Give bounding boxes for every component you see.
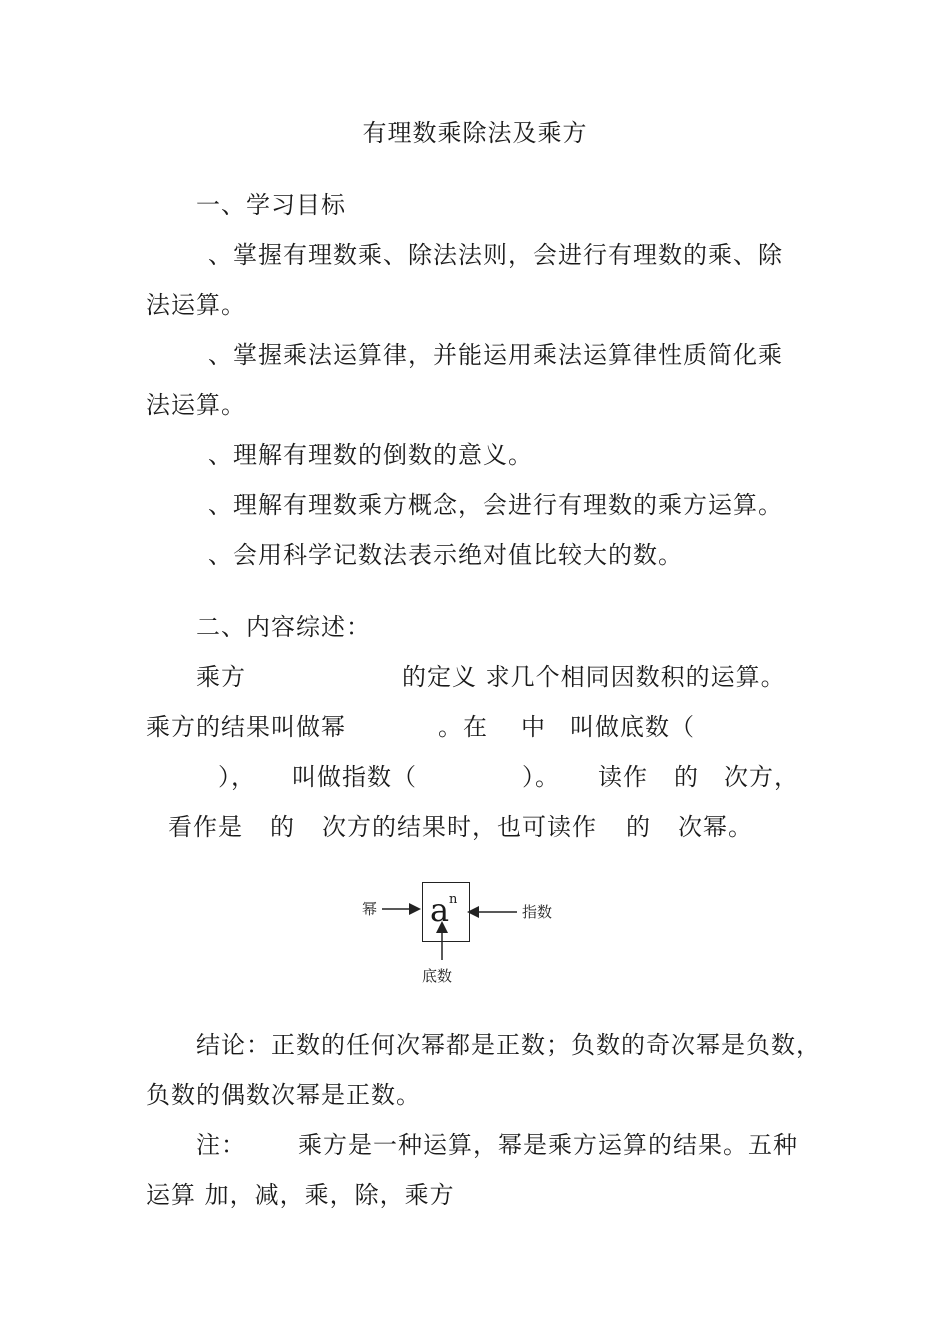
note-line-1: 乘方是一种运算，幂是乘方运算的结果。五种 bbox=[298, 1131, 798, 1159]
para1-line4-e: 次幂。 bbox=[678, 813, 753, 841]
para1-line3-f: 次方， bbox=[724, 763, 799, 791]
para1-line2-a: 乘方的结果叫做幂 bbox=[146, 713, 346, 741]
para1-line3-b: 叫做指数（ bbox=[292, 763, 417, 791]
para1-line3-d: 读作 bbox=[598, 763, 648, 791]
objective-5: 、会用科学记数法表示绝对值比较大的数。 bbox=[208, 541, 683, 569]
exponent-label: 指数 bbox=[522, 903, 553, 921]
section-heading-content: 二、内容综述： bbox=[196, 613, 371, 641]
para1-line1-a: 乘方 bbox=[196, 663, 246, 691]
para1-line3-a: ）， bbox=[218, 763, 256, 791]
objective-3: 、理解有理数的倒数的意义。 bbox=[208, 441, 533, 469]
document-title: 有理数乘除法及乘方 bbox=[362, 119, 588, 147]
para1-line1-b: 的定义 求几个相同因数积的运算。 bbox=[402, 663, 786, 691]
para1-line4-a: 看作是 bbox=[168, 813, 243, 841]
objective-2-line-2: 法运算。 bbox=[146, 391, 246, 419]
para1-line2-b: 。在 bbox=[438, 713, 488, 741]
para1-line4-b: 的 bbox=[270, 813, 295, 841]
power-diagram bbox=[352, 872, 572, 992]
objective-2-line-1: 、掌握乘法运算律，并能运用乘法运算律性质简化乘 bbox=[208, 341, 783, 369]
para1-line3-c: ）。 bbox=[522, 763, 560, 791]
note-label: 注： bbox=[196, 1131, 246, 1159]
power-label: 幂 bbox=[362, 900, 378, 918]
para1-line2-c: 中 bbox=[521, 713, 546, 741]
objective-1-line-1: 、掌握有理数乘、除法法则，会进行有理数的乘、除 bbox=[208, 241, 783, 269]
note-line-2: 运算 加，减，乘，除，乘方 bbox=[146, 1181, 455, 1209]
conclusion-line-1: 结论：正数的任何次幂都是正数；负数的奇次幂是负数， bbox=[196, 1031, 821, 1059]
exponent-symbol: n bbox=[449, 892, 458, 907]
para1-line3-e: 的 bbox=[674, 763, 699, 791]
para1-line4-d: 的 bbox=[626, 813, 651, 841]
section-heading-objectives: 一、学习目标 bbox=[196, 191, 346, 219]
objective-4: 、理解有理数乘方概念，会进行有理数的乘方运算。 bbox=[208, 491, 783, 519]
conclusion-line-2: 负数的偶数次幂是正数。 bbox=[146, 1081, 421, 1109]
para1-line2-d: 叫做底数（ bbox=[570, 713, 695, 741]
base-symbol: a bbox=[430, 891, 450, 929]
objective-1-line-2: 法运算。 bbox=[146, 291, 246, 319]
base-label: 底数 bbox=[422, 967, 453, 985]
para1-line4-c: 次方的结果时，也可读作 bbox=[322, 813, 597, 841]
